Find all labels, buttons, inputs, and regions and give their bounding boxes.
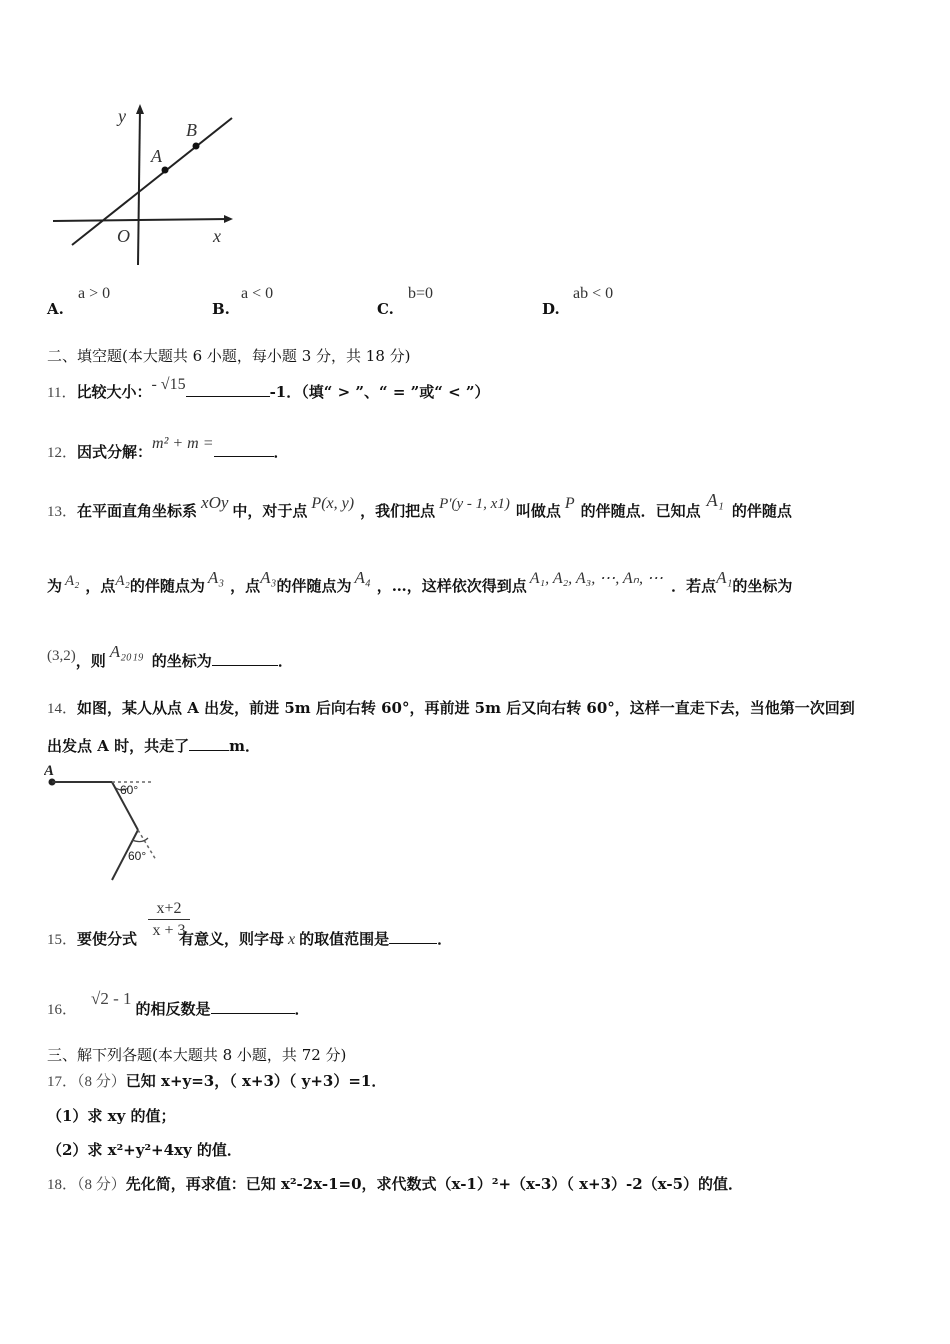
q13-text-6: 的伴随点 [731, 502, 792, 520]
q12-text: 因式分解： [77, 443, 153, 461]
q13-l2-text-8: 的坐标为 [732, 577, 793, 595]
q13-l2-text-7: ．若点 [671, 577, 717, 595]
q18-number: 18． [47, 1177, 78, 1193]
q12-number: 12． [47, 445, 78, 461]
q13-text-1: 在平面直角坐标系 [77, 502, 198, 520]
q15-text-2: 有意义，则字母 [179, 930, 285, 948]
q11-sqrt-15: - √15 [151, 376, 186, 393]
q13-l2-math-a1: A₁ [716, 568, 733, 587]
section2-heading: 二、填空题(本大题共 6 小题，每小题 3 分，共 18 分) [47, 347, 411, 365]
q16-text: 的相反数是 [135, 1000, 211, 1018]
q15-fraction [148, 900, 190, 940]
q15-fraction-denominator: x + 3 [152, 922, 186, 939]
q15-var-x: x [288, 931, 296, 948]
q13-text-3: ，我们把点 [360, 502, 436, 520]
option-c-value: b=0 [408, 285, 434, 302]
point-a-label: A [151, 146, 162, 166]
q15-number: 15． [47, 932, 78, 948]
q15-answer-blank [389, 929, 437, 944]
figure-angle-2: 60° [128, 849, 147, 863]
q17-score: （8 分） [77, 1074, 126, 1090]
option-c [377, 285, 537, 318]
q12-answer-blank [214, 442, 274, 457]
q13-math-xoy: xOy [201, 493, 229, 512]
question-12 [47, 435, 289, 462]
q13-math-p: P [564, 495, 575, 512]
question-11 [47, 376, 490, 402]
x-axis-label: x [213, 226, 221, 246]
question-16 [47, 989, 310, 1019]
option-a-value: a > 0 [78, 285, 111, 302]
q13-l2-text-3: 的伴随点为 [129, 577, 205, 595]
q11-text-2: -1．（填“ > ”、“ = ”或“ < ”） [269, 383, 490, 401]
option-a-letter: A. [47, 300, 64, 318]
q13-l2-math-a3b: A₃ [260, 568, 277, 587]
q13-l2-text-2: ，点 [85, 577, 116, 595]
q13-l3-math-a2019: A₂₀₁₉ [109, 642, 144, 661]
q15-tail: ． [437, 930, 453, 948]
q16-number: 16． [47, 1002, 78, 1018]
question-14-line-2 [47, 735, 260, 756]
q13-l3-tail: ． [277, 652, 293, 670]
option-b-value: a < 0 [241, 285, 274, 302]
q13-l2-math-a2: A₂ [65, 573, 80, 589]
q13-l3-math-coord: (3,2) [47, 648, 76, 664]
q17-part-2: （2）求 x²+y²+4xy 的值． [47, 1141, 242, 1159]
option-d [542, 285, 702, 318]
q14-answer-blank [189, 736, 229, 751]
walking-path-figure [44, 762, 174, 887]
q14-number: 14． [47, 701, 78, 717]
coordinate-graph [50, 100, 250, 270]
q17-text: 已知 x+y=3，（ x+3）（ y+3）=1． [125, 1072, 387, 1090]
q11-answer-blank [186, 382, 270, 397]
option-d-letter: D. [542, 300, 560, 318]
q18-text: 先化简，再求值：已知 x²-2x-1=0，求代数式（x-1）²+（x-3）（ x+3）-2（x-5）的值． [125, 1175, 744, 1193]
q13-l2-math-a3: A₃ [207, 568, 225, 587]
q15-text-1: 要使分式 [77, 930, 138, 948]
q17-number: 17． [47, 1074, 78, 1090]
q14-text-2a: 出发点 A 时，共走了 [47, 737, 190, 755]
q13-math-a1: A₁ [706, 490, 724, 510]
question-17 [47, 1070, 386, 1091]
question-13-line-3 [47, 642, 293, 671]
q13-text-5: 的伴随点．已知点 [580, 502, 701, 520]
q13-answer-blank [212, 651, 278, 666]
question-15 [47, 928, 452, 949]
q13-l3-text-2: 的坐标为 [151, 652, 212, 670]
section3-heading: 三、解下列各题(本大题共 8 小题，共 72 分) [47, 1046, 347, 1064]
option-d-value: ab < 0 [573, 285, 614, 302]
q11-text-1: 比较大小： [76, 383, 152, 401]
q14-text-2b: m． [229, 737, 260, 755]
point-b-dot [193, 143, 200, 150]
q13-l2-text-4: ，点 [230, 577, 261, 595]
figure-point-a-label: A [44, 763, 55, 779]
q13-text-2: 中，对于点 [232, 502, 308, 520]
q14-text-1: 如图，某人从点 A 出发，前进 5m 后向右转 60°，再前进 5m 后又向右转 60°，这样一直走下去，当他第一次回到 [77, 699, 855, 717]
q17-part-1: （1）求 xy 的值； [47, 1107, 176, 1125]
q13-l2-text-1: 为 [47, 577, 63, 595]
q13-l2-text-5: 的伴随点为 [276, 577, 352, 595]
q16-answer-blank [211, 999, 295, 1014]
option-a [47, 285, 207, 318]
q11-number: 11． [47, 385, 77, 401]
figure-angle-1: 60° [120, 783, 139, 797]
option-c-letter: C. [377, 300, 394, 318]
q13-l3-text-1: ，则 [75, 652, 106, 670]
q15-fraction-numerator: x+2 [148, 900, 190, 920]
option-b-letter: B. [212, 300, 230, 318]
q13-l2-math-a4: A₄ [354, 568, 371, 587]
q15-text-3: 的取值范围是 [299, 930, 390, 948]
option-b [212, 285, 372, 318]
y-axis-label: y [118, 106, 126, 126]
question-13-line-1 [47, 490, 792, 521]
origin-label: O [117, 226, 130, 246]
q13-l2-text-6: ，…，这样依次得到点 [376, 577, 527, 595]
question-13-line-2 [47, 568, 793, 596]
q16-tail: ． [294, 1000, 310, 1018]
q13-l2-math-sequence: A₁, A₂, A₃, ⋯, Aₙ, ⋯ [529, 570, 664, 587]
q13-math-point-p-prime: P′(y - 1, x1) [439, 496, 510, 512]
q12-expression: m² + m = [152, 435, 214, 452]
question-18 [47, 1173, 743, 1194]
point-a-dot [162, 167, 169, 174]
q12-tail: ． [273, 443, 289, 461]
q13-l2-math-a2b: A₂ [115, 573, 130, 589]
q18-score: （8 分） [77, 1177, 126, 1193]
point-b-label: B [186, 120, 197, 140]
q13-number: 13． [47, 504, 78, 520]
q13-math-point-p: P(x, y) [311, 495, 355, 512]
q13-text-4: 叫做点 [515, 502, 561, 520]
question-14-line-1 [47, 697, 855, 718]
q16-math: √2 - 1 [91, 989, 132, 1008]
